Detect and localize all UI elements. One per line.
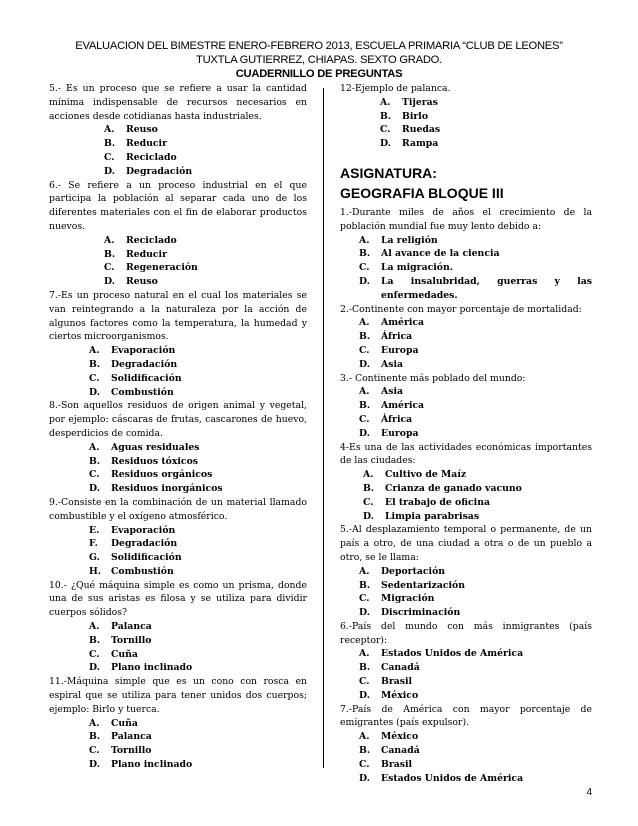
option-text: Palanca bbox=[111, 731, 152, 743]
option-letter: B. bbox=[359, 662, 371, 674]
option-letter: D. bbox=[89, 386, 100, 398]
option-text: Aguas residuales bbox=[111, 441, 200, 453]
option-text: Asia bbox=[381, 386, 404, 398]
option-text: Evaporación bbox=[111, 345, 176, 357]
option-text: Tornillo bbox=[111, 634, 152, 646]
option-letter: B. bbox=[89, 634, 101, 646]
option-letter: B. bbox=[363, 482, 375, 494]
answer-option bbox=[89, 758, 307, 772]
option-letter: C. bbox=[89, 648, 100, 660]
option-letter: A. bbox=[359, 317, 370, 329]
option-text: Al avance de la ciencia bbox=[381, 248, 500, 260]
answer-option bbox=[359, 606, 592, 620]
option-text: Combustión bbox=[111, 386, 174, 398]
question-text: 6.- Se refiere a un proceso industrial en el que participa la población al separar cada uno de los diferentes materiales con el fin de elaborar productos nuevos. bbox=[49, 179, 307, 232]
option-text: Residuos inorgánicos bbox=[111, 483, 223, 495]
answer-option bbox=[359, 234, 592, 248]
option-letter: D. bbox=[359, 772, 370, 784]
option-letter: C. bbox=[359, 413, 370, 425]
answer-option bbox=[104, 234, 307, 248]
option-text: Solidificación bbox=[111, 552, 182, 564]
geo-question-7 bbox=[340, 703, 592, 786]
answer-option bbox=[359, 661, 592, 675]
option-text: Rampa bbox=[402, 138, 439, 150]
answer-option bbox=[359, 316, 592, 330]
answer-option bbox=[104, 137, 307, 151]
question-text: 7.-País de América con mayor porcentaje de emigrantes (país expulsor). bbox=[340, 703, 592, 729]
option-letter: D. bbox=[104, 165, 115, 177]
option-text: Canadá bbox=[381, 745, 420, 757]
option-text: Reciclado bbox=[126, 151, 177, 163]
option-text: Plano inclinado bbox=[111, 662, 193, 674]
answer-option bbox=[89, 358, 307, 372]
answer-option bbox=[89, 648, 307, 662]
answer-option bbox=[359, 413, 592, 427]
option-text: Limpia parabrisas bbox=[385, 510, 480, 522]
answer-option bbox=[359, 758, 592, 772]
option-letter: C. bbox=[359, 262, 370, 274]
question-text: 3.- Continente más poblado del mundo: bbox=[340, 372, 526, 384]
answer-option bbox=[359, 675, 592, 689]
answer-option bbox=[359, 385, 592, 399]
option-letter: C. bbox=[380, 124, 391, 136]
option-text: Palanca bbox=[111, 621, 152, 633]
option-letter: F. bbox=[89, 538, 98, 550]
option-letter: G. bbox=[89, 552, 100, 564]
answer-option bbox=[89, 524, 307, 538]
option-letter: D. bbox=[363, 510, 374, 522]
answer-option bbox=[104, 123, 307, 137]
question-text: 12-Ejemplo de palanca. bbox=[340, 83, 451, 94]
option-letter: A. bbox=[89, 345, 100, 357]
option-letter: A. bbox=[89, 717, 100, 729]
answer-option bbox=[359, 592, 592, 606]
option-letter: B. bbox=[359, 331, 371, 343]
option-text: Reciclado bbox=[126, 234, 177, 246]
option-text: Asia bbox=[381, 358, 404, 370]
answer-option bbox=[89, 634, 307, 648]
option-text: Combustión bbox=[111, 565, 174, 577]
question-text: 7.-Es un proceso natural en el cual los materiales se van reintegrando a la naturaleza por la acción de algunos factores como la temperatura, la humedad y ciertos microorganismos. bbox=[49, 289, 307, 343]
option-text: Estados Unidos de América bbox=[381, 772, 524, 784]
question-text: 5.- Es un proceso que se refiere a usar la cantidad mínima indispensable de recursos necesarios en acciones desde cotidianas hasta industriales. bbox=[49, 83, 307, 122]
option-text: Europa bbox=[381, 427, 419, 439]
option-text: Brasil bbox=[381, 676, 413, 688]
answer-option bbox=[363, 510, 592, 524]
answer-option bbox=[89, 372, 307, 386]
option-letter: B. bbox=[359, 579, 371, 591]
option-text: América bbox=[381, 317, 425, 329]
answer-option bbox=[89, 386, 307, 400]
option-letter: A. bbox=[89, 621, 100, 633]
answer-option bbox=[359, 647, 592, 661]
option-letter: A. bbox=[359, 648, 370, 660]
question-9 bbox=[49, 496, 307, 579]
option-text: Tornillo bbox=[111, 745, 152, 757]
option-letter: D. bbox=[359, 427, 370, 439]
option-letter: D. bbox=[104, 276, 115, 288]
answer-option bbox=[359, 565, 592, 579]
question-text: 5.-Al desplazamiento temporal o permanente, de un país a otro, de una ciudad a otra o de un pueblo a otro, se le llama: bbox=[340, 524, 592, 563]
option-letter: B. bbox=[359, 248, 371, 260]
option-text: Degradación bbox=[111, 538, 178, 550]
geo-question-1 bbox=[340, 206, 592, 303]
option-text: Cuña bbox=[111, 717, 138, 729]
answer-option bbox=[89, 717, 307, 731]
option-letter: D. bbox=[380, 138, 391, 150]
answer-option bbox=[363, 496, 592, 510]
option-letter: B. bbox=[380, 110, 392, 122]
option-text: Residuos tóxicos bbox=[111, 455, 199, 467]
option-letter: D. bbox=[89, 483, 100, 495]
question-text: 11.-Máquina simple que es un cono con rosca en espiral que se utiliza para tener unidos dos cuerpos; ejemplo: Birlo y tuerca. bbox=[49, 676, 307, 715]
option-text: Evaporación bbox=[111, 524, 176, 536]
answer-option bbox=[363, 482, 592, 496]
answer-option bbox=[359, 344, 592, 358]
answer-option bbox=[380, 110, 592, 124]
option-letter: B. bbox=[359, 745, 371, 757]
answer-option bbox=[89, 565, 307, 579]
answer-option bbox=[104, 261, 307, 275]
option-text: Plano inclinado bbox=[111, 759, 193, 771]
option-text: Brasil bbox=[381, 758, 413, 770]
answer-option bbox=[363, 468, 592, 482]
option-text: México bbox=[381, 689, 419, 701]
answer-option bbox=[104, 248, 307, 262]
answer-option bbox=[359, 579, 592, 593]
option-letter: A. bbox=[104, 124, 115, 136]
answer-option bbox=[380, 123, 592, 137]
option-letter: C. bbox=[359, 758, 370, 770]
subject-label: ASIGNATURA: bbox=[340, 164, 437, 181]
option-letter: B. bbox=[89, 358, 101, 370]
option-text: Degradación bbox=[126, 165, 193, 177]
option-text: Discriminación bbox=[381, 607, 461, 619]
option-text: Tijeras bbox=[402, 96, 438, 108]
option-text: Birlo bbox=[402, 110, 429, 122]
option-text: El trabajo de oficina bbox=[385, 496, 490, 508]
option-text: La migración. bbox=[381, 262, 453, 274]
geo-question-6 bbox=[340, 620, 592, 703]
header-line-3: CUADERNILLO DE PREGUNTAS bbox=[235, 68, 403, 80]
option-letter: B. bbox=[89, 455, 101, 467]
option-text: África bbox=[381, 413, 413, 425]
geo-question-4 bbox=[340, 441, 592, 524]
geo-question-5 bbox=[340, 523, 592, 620]
option-text: Reducir bbox=[126, 248, 167, 260]
option-letter: C. bbox=[104, 151, 115, 163]
option-text: Deportación bbox=[381, 565, 446, 577]
option-letter: C. bbox=[89, 372, 100, 384]
column-divider bbox=[323, 88, 324, 768]
answer-option bbox=[89, 744, 307, 758]
option-text: Solidificación bbox=[111, 372, 182, 384]
option-letter: A. bbox=[359, 386, 370, 398]
answer-option bbox=[359, 689, 592, 703]
option-text: América bbox=[381, 400, 425, 412]
answer-option bbox=[89, 482, 307, 496]
option-text: Reuso bbox=[126, 276, 158, 288]
answer-option bbox=[359, 730, 592, 744]
option-text: Degradación bbox=[111, 358, 178, 370]
option-text: Europa bbox=[381, 344, 419, 356]
option-text: Migración bbox=[381, 593, 435, 605]
option-letter: A. bbox=[380, 96, 391, 108]
option-letter: C. bbox=[89, 469, 100, 481]
answer-option bbox=[89, 730, 307, 744]
option-text: Ruedas bbox=[402, 124, 441, 136]
option-letter: C. bbox=[363, 496, 374, 508]
option-text: Residuos orgánicos bbox=[111, 469, 213, 481]
option-letter: A. bbox=[89, 441, 100, 453]
answer-option bbox=[89, 344, 307, 358]
page-number: 4 bbox=[586, 787, 592, 798]
question-text: 10.- ¿Qué máquina simple es como un prisma, donde una de sus aristas es filosa y se utiliza para dividir cuerpos sólidos? bbox=[49, 579, 307, 619]
subject-title: GEOGRAFIA BLOQUE III bbox=[340, 184, 504, 201]
answer-option bbox=[104, 151, 307, 165]
answer-option bbox=[89, 441, 307, 455]
question-text: 9.-Consiste en la combinación de un material llamado combustible y el oxígeno atmosférico. bbox=[49, 496, 307, 522]
answer-option bbox=[359, 358, 592, 372]
answer-option bbox=[359, 399, 592, 413]
option-letter: D. bbox=[89, 759, 100, 771]
option-letter: B. bbox=[89, 731, 101, 743]
answer-option bbox=[359, 744, 592, 758]
question-12 bbox=[340, 82, 592, 151]
question-text: 4-Es una de las actividades económicas importantes de las ciudades: bbox=[340, 441, 592, 467]
option-letter: C. bbox=[104, 262, 115, 274]
answer-option bbox=[89, 661, 307, 675]
answer-option bbox=[89, 620, 307, 634]
answer-option bbox=[380, 137, 592, 151]
option-letter: D. bbox=[359, 275, 370, 287]
answer-option bbox=[359, 261, 592, 275]
answer-option bbox=[104, 165, 307, 179]
option-letter: C. bbox=[359, 344, 370, 356]
option-letter: A. bbox=[363, 469, 374, 481]
option-letter: C. bbox=[359, 676, 370, 688]
answer-option bbox=[380, 96, 592, 110]
question-7 bbox=[49, 289, 307, 399]
question-text: 6.-País del mundo con más inmigrantes (país receptor): bbox=[340, 620, 592, 646]
answer-option bbox=[89, 468, 307, 482]
option-letter: A. bbox=[104, 234, 115, 246]
option-letter: A. bbox=[359, 565, 370, 577]
answer-option bbox=[359, 247, 592, 261]
option-text: Reducir bbox=[126, 138, 167, 150]
geo-question-2 bbox=[340, 303, 592, 372]
option-text: Canadá bbox=[381, 662, 420, 674]
question-6 bbox=[49, 179, 307, 289]
option-letter: C. bbox=[359, 593, 370, 605]
option-text: Regeneración bbox=[126, 262, 198, 274]
answer-option bbox=[104, 275, 307, 289]
page-header bbox=[40, 39, 598, 81]
option-text: México bbox=[381, 731, 419, 743]
option-text: Crianza de ganado vacuno bbox=[385, 482, 522, 494]
question-text: 8.-Son aquellos residuos de origen animal y vegetal, por ejemplo: cáscaras de frutas, cascarones de huevo, desperdicios de comida. bbox=[49, 400, 307, 439]
answer-option bbox=[359, 772, 592, 786]
option-text: Estados Unidos de América bbox=[381, 648, 524, 660]
option-letter: B. bbox=[104, 248, 116, 260]
option-letter: B. bbox=[104, 138, 116, 150]
geo-question-3 bbox=[340, 372, 592, 441]
option-letter: A. bbox=[359, 731, 370, 743]
question-11 bbox=[49, 675, 307, 772]
question-text: 2.-Continente con mayor porcentaje de mortalidad: bbox=[340, 303, 582, 315]
answer-option bbox=[359, 275, 592, 303]
option-letter: E. bbox=[89, 524, 100, 536]
header-line-1: EVALUACION DEL BIMESTRE ENERO-FEBRERO 2013, ESCUELA PRIMARIA “CLUB DE LEONES” bbox=[75, 40, 563, 52]
option-text: Sedentarización bbox=[381, 579, 466, 591]
question-5 bbox=[49, 82, 307, 179]
answer-option bbox=[359, 427, 592, 441]
left-column bbox=[49, 82, 307, 772]
option-letter: D. bbox=[359, 607, 370, 619]
answer-option bbox=[89, 537, 307, 551]
question-text: 1.-Durante miles de años el crecimiento de la población mundial fue muy lento debido a: bbox=[340, 206, 592, 232]
option-text: La religión bbox=[381, 234, 438, 246]
right-column bbox=[340, 82, 592, 785]
option-letter: A. bbox=[359, 234, 370, 246]
option-text: Reuso bbox=[126, 124, 158, 136]
option-letter: H. bbox=[89, 565, 102, 577]
option-text: La insalubridad, guerras y las enfermedades. bbox=[381, 275, 592, 301]
option-letter: D. bbox=[359, 689, 370, 701]
answer-option bbox=[359, 330, 592, 344]
option-letter: D. bbox=[359, 358, 370, 370]
option-letter: B. bbox=[359, 400, 371, 412]
subject-heading bbox=[340, 164, 592, 202]
option-text: Cultivo de Maíz bbox=[385, 469, 467, 481]
header-line-2: TUXTLA GUTIERREZ, CHIAPAS. SEXTO GRADO. bbox=[196, 54, 442, 66]
option-text: Cuña bbox=[111, 648, 138, 660]
answer-option bbox=[89, 551, 307, 565]
option-text: África bbox=[381, 331, 413, 343]
option-letter: C. bbox=[89, 745, 100, 757]
answer-option bbox=[89, 455, 307, 469]
question-10 bbox=[49, 579, 307, 676]
option-letter: D. bbox=[89, 662, 100, 674]
question-8 bbox=[49, 399, 307, 496]
